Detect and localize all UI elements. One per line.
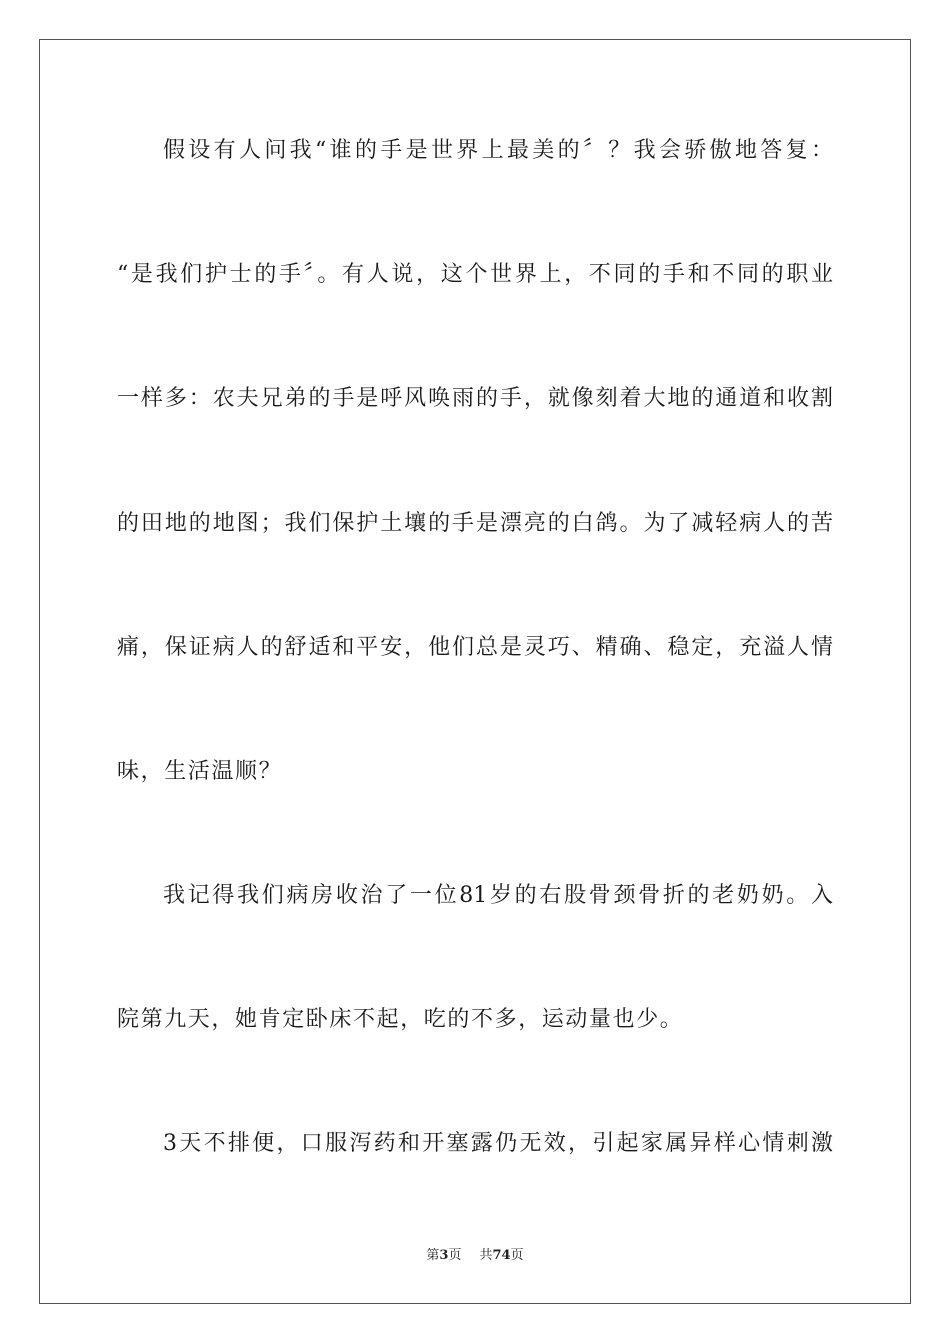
paragraph-line-8: 院第九天，她肯定卧床不起，吃的不多，运动量也少。 (117, 1007, 684, 1032)
paragraph-line-2: “是我们护士的手〞。有人说，这个世界上，不同的手和不同的职业 (117, 262, 833, 287)
page-border (39, 39, 911, 1304)
paragraph-line-4: 的田地的地图；我们保护土壤的手是漂亮的白鸽。为了减轻病人的苦 (117, 511, 833, 536)
paragraph-line-3: 一样多：农夫兄弟的手是呼风唤雨的手，就像刻着大地的通道和收割 (117, 386, 833, 411)
current-page-number: 3 (439, 1248, 449, 1263)
paragraph-line-6: 味，生活温顺？ (117, 759, 283, 784)
page-prefix: 第 (426, 1248, 440, 1263)
total-prefix: 共 (479, 1248, 493, 1263)
paragraph-line-7: 我记得我们病房收治了一位81岁的右股骨颈骨折的老奶奶。入 (163, 883, 833, 908)
paragraph-line-9: 3天不排便，口服泻药和开塞露仍无效，引起家属异样心情刺激 (163, 1131, 833, 1156)
total-suffix: 页 (510, 1248, 524, 1263)
paragraph-line-5: 痛，保证病人的舒适和平安，他们总是灵巧、精确、稳定，充溢人情 (117, 635, 833, 660)
paragraph-line-1: 假设有人问我“谁的手是世界上最美的〞？我会骄傲地答复： (163, 138, 833, 163)
total-page-count: 74 (492, 1248, 511, 1263)
page-footer (0, 1247, 950, 1265)
page-suffix: 页 (448, 1248, 462, 1263)
